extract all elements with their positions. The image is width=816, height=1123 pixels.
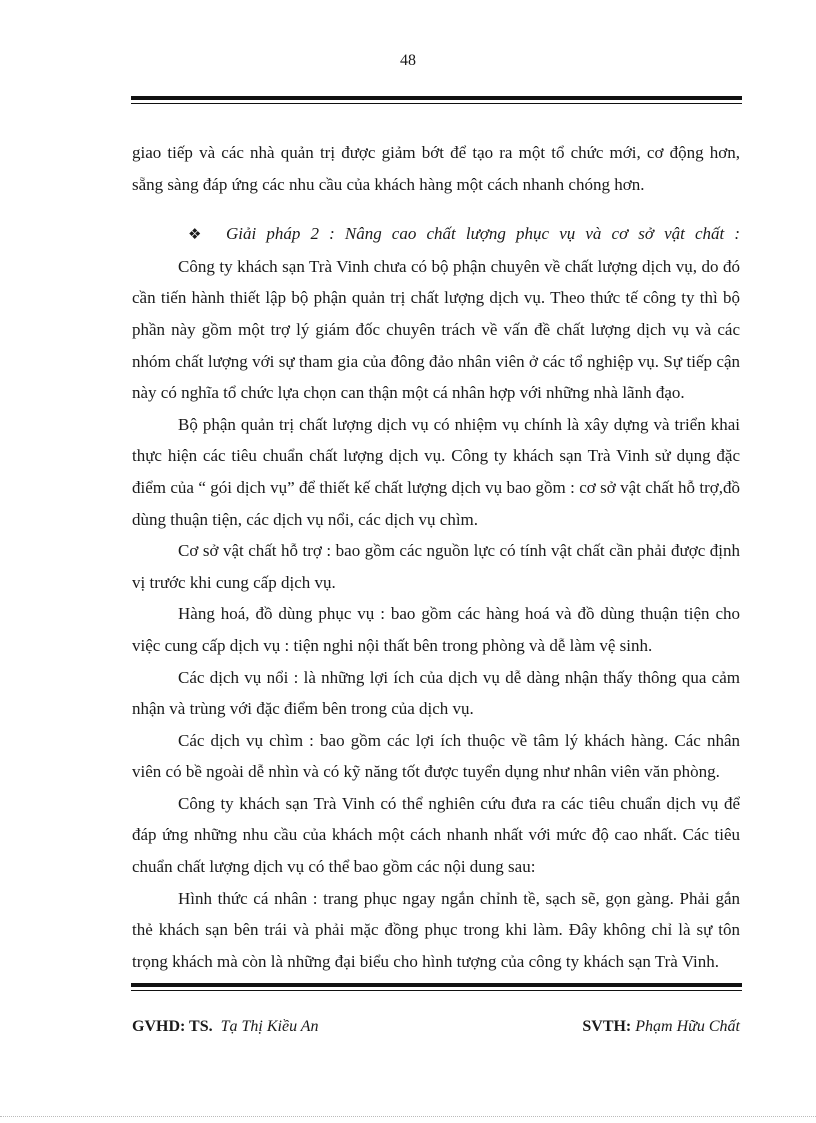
advisor-label: GVHD: TS. [132,1018,213,1035]
solution-heading [132,218,740,251]
paragraph-6: Các dịch vụ nổi : là những lợi ích của dịch vụ dễ dàng nhận thấy thông qua cảm nhận và trùng với đặc điểm bên trong của dịch vụ. [132,667,740,719]
student-name: Phạm Hữu Chất [635,1018,740,1035]
footer-rule-thin [131,990,742,991]
advisor-name: Tạ Thị Kiều An [220,1018,319,1035]
diamond-bullet-icon: ❖ [188,225,202,244]
footer-rule-thick [131,983,742,987]
paragraph-3: Bộ phận quản trị chất lượng dịch vụ có nhiệm vụ chính là xây dựng và triển khai thực hiện các tiêu chuẩn chất lượng dịch vụ. Công ty khách sạn Trà Vinh sử dụng đặc điểm của “ gói dịch vụ” để thiết kế chất lượng dịch vụ bao gồm : cơ sở vật chất hỗ trợ,đồ dùng thuận tiện, các dịch vụ nổi, các dịch vụ chìm. [132,414,740,529]
paragraph-8: Công ty khách sạn Trà Vinh có thể nghiên cứu đưa ra các tiêu chuẩn dịch vụ để đáp ứng những nhu cầu của khách một cách nhanh nhất với mức độ cao nhất. Các tiêu chuẩn chất lượng dịch vụ có thể bao gồm các nội dung sau: [132,793,740,877]
paragraph-4: Cơ sở vật chất hỗ trợ : bao gồm các nguồn lực có tính vật chất cần phải được định vị trước khi cung cấp dịch vụ. [132,541,740,592]
header-rule-thin [131,103,742,104]
advisor-credit [132,1018,319,1036]
spacer [132,200,740,218]
paragraph-1-line-2: sẵng sàng đáp ứng các nhu cầu của khách hàng một cách nhanh chóng hơn. [132,174,645,194]
paragraph-5: Hàng hoá, đồ dùng phục vụ : bao gồm các hàng hoá và đồ dùng thuận tiện cho việc cung cấp dịch vụ : tiện nghi nội thất bên trong phòng và dễ làm vệ sinh. [132,604,740,655]
document-body [132,137,740,977]
student-credit [582,1018,740,1036]
page-number: 48 [400,52,416,69]
solution-heading-text: Giải pháp 2 : Nâng cao chất lượng phục vụ và cơ sở vật chất : [226,224,740,244]
student-label: SVTH: [582,1018,632,1035]
page-edge-dotted [0,1116,816,1117]
paragraph-7: Các dịch vụ chìm : bao gồm các lợi ích thuộc về tâm lý khách hàng. Các nhân viên có bề ngoài dễ nhìn và có kỹ năng tốt được tuyển dụng như nhân viên văn phòng. [132,730,740,782]
paragraph-2: Công ty khách sạn Trà Vinh chưa có bộ phận chuyên về chất lượng dịch vụ, do đó cần tiến hành thiết lập bộ phận quản trị chất lượng dịch vụ. Theo thức tế công ty thì bộ phần này gồm một trợ lý giám đốc chuyên trách về vấn đề chất lượng dịch vụ và các nhóm chất lượng với sự tham gia của đông đảo nhân viên ở các tổ nghiệp vụ. Sự tiếp cận này có nghĩa tổ chức lựa chọn can thận một cá nhân hợp với những nhà lãnh đạo. [132,256,740,403]
page-footer [132,1018,740,1036]
paragraph-1-line-1: giao tiếp và các nhà quản trị được giảm bớt để tạo ra một tổ chức mới, cơ động hơn, [132,143,740,162]
paragraph-9: Hình thức cá nhân : trang phục ngay ngắn chỉnh tề, sạch sẽ, gọn gàng. Phải gắn thẻ khách sạn bên trái và phải mặc đồng phục trong khi làm. Đây không chỉ là sự tôn trọng khách mà còn là những đại biểu cho hình tượng của công ty khách sạn Trà Vinh. [132,888,740,971]
header-rule-thick [131,96,742,100]
